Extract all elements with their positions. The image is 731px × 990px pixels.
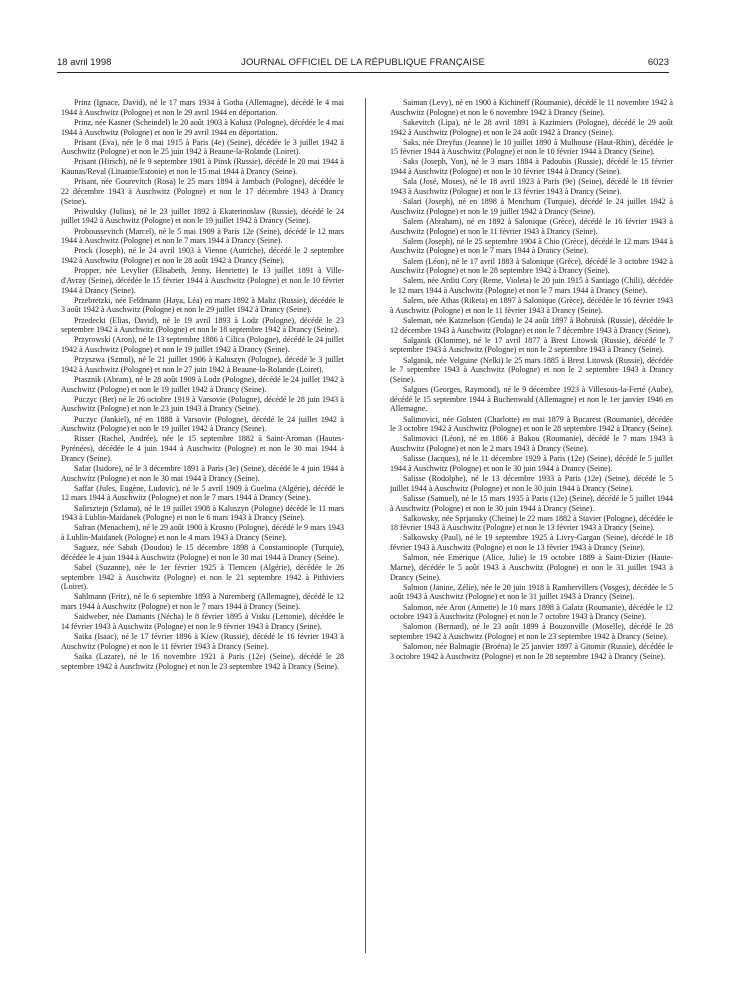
- entry: Prisant (Eva), née le 8 mai 1915 à Paris (4e) (Seine), décédée le 3 juillet 1942 à Auschwitz (Pologne) et non le 25 juin 1942 à Beaune-la-Rolande (Loiret).: [61, 137, 344, 157]
- entry: Prisant, née Gourevitch (Rosa) le 25 mars 1894 à Jambach (Pologne), décédée le 22 décembre 1943 à Auschwitz (Pologne) et non le 17 décembre 1943 à Drancy (Seine).: [61, 177, 344, 206]
- entry: Salganik (Klomme), né le 17 avril 1877 à Brest Litowsk (Russie), décédé le 7 septembre 1943 à Auschwitz (Pologne) et non le 2 septembre 1943 à Drancy (Seine).: [390, 335, 673, 355]
- header-date: 18 avril 1998: [57, 57, 112, 68]
- entry: Salomon, née Aron (Annette) le 10 mars 1898 à Galatz (Roumanie), décédée le 12 octobre 1943 à Auschwitz (Pologne) et non le 7 octobre 1943 à Drancy (Seine).: [390, 602, 673, 622]
- entry: Sabel (Suzanne), née le 1er février 1925 à Tlemcen (Algérie), décédée le 26 septembre 1942 à Auschwitz (Pologne) et non le 21 septembre 1942 à Pithiviers (Loiret).: [61, 562, 344, 592]
- entry: Safar (Isidore), né le 3 décembre 1891 à Paris (3e) (Seine), décédé le 4 juin 1944 à Auschwitz (Pologne) et non le 30 mai 1944 à Drancy (Seine).: [61, 463, 344, 483]
- right-column: [390, 98, 673, 662]
- column-divider: [365, 98, 366, 953]
- entry: Salisse (Jacques), né le 11 décembre 1929 à Paris (12e) (Seine), décédé le 5 juillet 1944 à Auschwitz (Pologne) et non le 30 juin 1944 à Drancy (Seine).: [390, 454, 673, 473]
- entry: Przedecki (Elias, David), né le 19 avril 1893 à Lodz (Pologne), décédé le 23 septembre 1942 à Auschwitz (Pologne) et non le 18 septembre 1942 à Drancy (Seine).: [61, 315, 344, 335]
- entry: Salari (Joseph), né en 1898 à Menchum (Turquie), décédé le 24 juillet 1942 à Auschwitz (Pologne) et non le 19 juillet 1942 à Drancy (Seine).: [390, 197, 673, 216]
- entry: Salem (Joseph), né le 25 septembre 1904 à Chio (Grèce), décédé le 12 mars 1944 à Auschwitz (Pologne) et non le 7 mars 1944 à Drancy (Seine).: [390, 236, 673, 256]
- entry: Salkowsky, née Sprjansky (Cheine) le 22 mars 1882 à Stavier (Pologne), décédée le 18 février 1943 à Auschwitz (Pologne) et non le 13 février 1943 à Drancy (Seine).: [390, 513, 673, 533]
- header-rule: [57, 72, 669, 73]
- entry: Prisant (Hirsch), né le 9 septembre 1901 à Pinsk (Russie), décédé le 20 mai 1944 à Kaunas/Reval (Lituanie/Estonie) et non le 15 mai 1944 à Drancy (Seine).: [61, 157, 344, 177]
- entry: Saguez, née Sabah (Doudou) le 15 décembre 1898 à Constantinople (Turquie), décédée le 4 juin 1944 à Auschwitz (Pologne) et non le 30 mai 1944 à Drancy (Seine).: [61, 543, 344, 562]
- entry: Salem, née Arditi Cory (Reme, Violeta) le 20 juin 1915 à Santiago (Chili), décédée le 12 mars 1944 à Auschwitz (Pologne) et non le 7 mars 1944 à Drancy (Seine).: [390, 276, 673, 295]
- entry: Salmon, née Emerique (Alice, Julie) le 19 octobre 1889 à Saint-Dizier (Haute-Marne), décédée le 5 août 1943 à Auschwitz (Pologne) et non le 31 juillet 1943 à Drancy (Seine).: [390, 553, 673, 582]
- entry: Ptasznik (Abram), né le 28 août 1909 à Lodz (Pologne), décédé le 24 juillet 1942 à Auschwitz (Pologne) et non le 19 juillet 1942 à Drancy (Seine).: [61, 374, 344, 394]
- entry: Saks, née Dreyfus (Jeanne) le 10 juillet 1890 à Mulhouse (Haut-Rhin), décédée le 15 février 1944 à Auschwitz (Pologne) et non le 10 février 1944 à Drancy (Seine).: [390, 137, 673, 157]
- page-number: 6023: [647, 57, 669, 68]
- entry: Prinz (Ignace, David), né le 17 mars 1934 à Gotha (Allemagne), décédé le 4 mai 1944 à Auschwitz (Pologne) et non le 29 avril 1944 en déportation.: [61, 98, 344, 117]
- entry: Salisse (Samuel), né le 15 mars 1935 à Paris (12e) (Seine), décédé le 5 juillet 1944 à Auschwitz (Pologne) et non le 30 juin 1944 à Drancy (Seine).: [390, 493, 673, 513]
- entry: Safirsztejn (Szlama), né le 19 juillet 1908 à Kaluszyn (Pologne) décédé le 11 mars 1943 à Lublin-Maidanek (Pologne) et non le 6 mars 1943 à Drancy (Seine).: [61, 503, 344, 523]
- journal-title: JOURNAL OFFICIEL DE LA RÉPUBLIQUE FRANÇAISE: [241, 57, 485, 68]
- entry: Priwulsky (Julius), né le 23 juillet 1892 à Ekaterinoslaw (Russie), décédé le 24 juillet 1942 à Auschwitz (Pologne) et non le 19 juillet 1942 à Drancy (Seine).: [61, 206, 344, 226]
- entry: Saika (Isaac), né le 17 février 1896 à Kiew (Russie), décédé le 16 février 1943 à Auschwitz (Pologne) et non le 11 février 1943 à Drancy (Seine).: [61, 632, 344, 651]
- entry: Salisse (Rodolphe), né le 13 décembre 1933 à Paris (12e) (Seine), décédé le 5 juillet 1944 à Auschwitz (Pologne) et non le 30 juin 1944 à Drancy (Seine).: [390, 474, 673, 493]
- entry: Saidweber, née Damants (Nécha) le 8 février 1895 à Visku (Lettonie), décédée le 14 février 1943 à Auschwitz (Pologne) et non le 9 février 1943 à Drancy (Seine).: [61, 612, 344, 631]
- entry: Proboussevitch (Marcel), né le 5 mai 1909 à Paris 12e (Seine), décédé le 12 mars 1944 à Auschwitz (Pologne) et non le 7 mars 1944 à Drancy (Seine).: [61, 226, 344, 246]
- entry: Salem (Abraham), né en 1892 à Salonique (Grèce), décédé le 16 février 1943 à Auschwitz (Pologne) et non le 11 février 1943 à Drancy (Seine).: [390, 216, 673, 236]
- entry: Saks (Joseph, Yon), né le 3 mars 1884 à Padoubis (Russie), décédé le 15 février 1944 à Auschwitz (Pologne) et non le 10 février 1944 à Drancy (Seine).: [390, 157, 673, 177]
- entry: Risser (Rachel, Andrée), née le 15 septembre 1882 à Saint-Aroman (Hautes-Pyrénées), décédée le 4 juin 1944 à Auschwitz (Pologne) et non le 30 mai 1944 à Drancy (Seine).: [61, 434, 344, 463]
- entry: Przebretzki, née Feldmann (Haya, Léa) en mars 1892 à Maltz (Russie), décédée le 3 août 1942 à Auschwitz (Pologne) et non le 29 juillet 1942 à Drancy (Seine).: [61, 295, 344, 315]
- entry: Salem (Léon), né le 17 avril 1883 à Salonique (Grèce), décédé le 3 octobre 1942 à Auschwitz (Pologne) et non le 28 septembre 1942 à Drancy (Seine).: [390, 256, 673, 276]
- entry: Saiman (Levy), né en 1900 à Kichineff (Roumanie), décédé le 11 novembre 1942 à Auschwitz (Pologne) et non le 6 novembre 1942 à Drancy (Seine).: [390, 98, 673, 117]
- entry: Salimovici (Léon), né en 1866 à Bakou (Roumanie), décédé le 7 mars 1943 à Auschwitz (Pologne) et non le 2 mars 1943 à Drancy (Seine).: [390, 434, 673, 454]
- entry: Sahlmann (Fritz), né le 6 septembre 1893 à Nuremberg (Allemagne), décédé le 12 mars 1944 à Auschwitz (Pologne) et non le 7 mars 1944 à Drancy (Seine).: [61, 592, 344, 612]
- entry: Salkowsky (Paul), né le 19 septembre 1925 à Livry-Gargan (Seine), décédé le 18 février 1943 à Auschwitz (Pologne) et non le 13 février 1943 à Drancy (Seine).: [390, 533, 673, 553]
- entry: Przyszwa (Szmul), né le 21 juillet 1906 à Kaluszyn (Pologne), décédé le 3 juillet 1942 à Auschwitz (Pologne) et non le 27 juin 1942 à Beaune-la-Rolande (Loiret).: [61, 355, 344, 374]
- entry: Salgues (Georges, Raymond), né le 9 décembre 1923 à Villesous-la-Ferté (Aube), décédé le 15 septembre 1944 à Buchenwald (Allemagne) et non le 1er janvier 1946 en Allemagne.: [390, 385, 673, 414]
- entry: Sakevitch (Lipa), né le 28 avril 1891 à Kazimiers (Pologne), décédé le 29 août 1942 à Auschwitz (Pologne) et non le 24 août 1942 à Drancy (Seine).: [390, 117, 673, 137]
- entry: Salganik, née Velguine (Nelki) le 25 mars 1885 à Brest Litowsk (Russie), décédée le 7 septembre 1943 à Auschwitz (Pologne) et non le 2 septembre 1943 à Drancy (Seine).: [390, 355, 673, 384]
- entry: Saleman, née Katznelson (Genda) le 24 août 1897 à Bobruisk (Russie), décédée le 12 décembre 1943 à Auschwitz (Pologne) et non le 7 décembre 1943 à Drancy (Seine).: [390, 315, 673, 335]
- entry: Saffar (Jules, Eugène, Ludovic), né le 5 avril 1909 à Guelma (Algérie), décédé le 12 mars 1944 à Auschwitz (Pologne) et non le 7 mars 1944 à Drancy (Seine).: [61, 483, 344, 503]
- entry: Przyrowski (Aron), né le 13 septembre 1886 à Cilica (Pologne), décédé le 24 juillet 1942 à Auschwitz (Pologne) et non le 19 juillet 1942 à Drancy (Seine).: [61, 335, 344, 354]
- entry: Prinz, née Kasner (Scheindel) le 20 août 1903 à Kalusz (Pologne), décédée le 4 mai 1944 à Auschwitz (Pologne) et non le 29 avril 1944 en déportation.: [61, 117, 344, 137]
- left-column: [61, 98, 344, 672]
- entry: Salomon (Bernard), né le 23 août 1899 à Bouzonville (Moselle), décédé le 28 septembre 1942 à Auschwitz (Pologne) et non le 23 septembre 1942 à Drancy (Seine).: [390, 622, 673, 642]
- entry: Propper, née Levylier (Elisabeth, Jenny, Henriette) le 13 juillet 1891 à Ville-d'Avray (Seine), décédée le 15 février 1944 à Auschwitz (Pologne) et non le 10 février 1944 à Drancy (Seine).: [61, 266, 344, 295]
- entry: Salmon (Janine, Zélie), née le 20 juin 1918 à Rambervillers (Vosges), décédée le 5 août 1943 à Auschwitz (Pologne) et non le 31 juillet 1943 à Drancy (Seine).: [390, 582, 673, 602]
- entry: Safran (Menachem), né le 29 août 1900 à Krosno (Pologne), décédé le 9 mars 1943 à Lublin-Maidanek (Pologne) et non le 4 mars 1943 à Drancy (Seine).: [61, 523, 344, 542]
- entry: Salem, née Athas (Riketa) en 1897 à Salonique (Grèce), décédée le 16 février 1943 à Auschwitz (Pologne) et non le 11 février 1943 à Drancy (Seine).: [390, 296, 673, 315]
- entry: Salimovici, née Golsten (Charlotte) en mai 1879 à Bucarest (Roumanie), décédée le 3 octobre 1942 à Auschwitz (Pologne) et non le 28 septembre 1942 à Drancy (Seine).: [390, 414, 673, 434]
- entry: Saika (Lazare), né le 16 novembre 1921 à Paris (12e) (Seine), décédé le 28 septembre 1942 à Auschwitz (Pologne) et non le 23 septembre 1942 à Drancy (Seine).: [61, 651, 344, 671]
- entry: Puczyc (Ber) né le 26 octobre 1919 à Varsovie (Pologne), décédé le 28 juin 1943 à Auschwitz (Pologne) et non le 23 juin 1943 à Drancy (Seine).: [61, 394, 344, 414]
- entry: Prock (Joseph), né le 24 avril 1903 à Vienne (Autriche), décédé le 2 septembre 1942 à Auschwitz (Pologne) et non le 28 août 1942 à Drancy (Seine).: [61, 246, 344, 266]
- page-header: [57, 56, 669, 70]
- entry: Puczyc (Jankiel), né en 1888 à Varsovie (Pologne), décédé le 24 juillet 1942 à Auschwitz (Pologne) et non le 19 juillet 1942 à Drancy (Seine).: [61, 414, 344, 434]
- entry: Sala (José, Moses), né le 18 avril 1923 à Paris (9e) (Seine), décédé le 18 février 1943 à Auschwitz (Pologne) et non le 13 février 1943 à Drancy (Seine).: [390, 177, 673, 196]
- entry: Salomon, née Balmagie (Broëna) le 25 janvier 1897 à Gitomir (Russie), décédée le 3 octobre 1942 à Auschwitz (Pologne) et non le 28 septembre 1942 à Drancy (Seine).: [390, 642, 673, 661]
